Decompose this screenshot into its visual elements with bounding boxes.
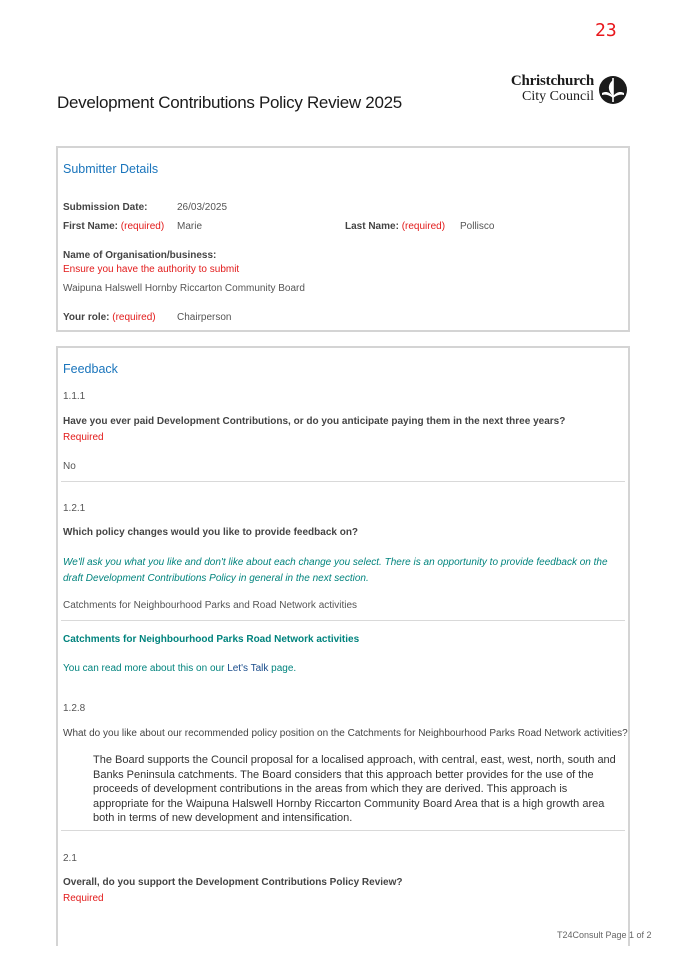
question-2-help-line-1: We'll ask you what you like and don't like about each change you select. There is an opportunity to provide feedback on the [63, 557, 608, 568]
role-label-group [63, 312, 156, 323]
submitter-details-heading: Submitter Details [63, 162, 159, 176]
question-3-text: What do you like about our recommended policy position on the Catchments for Neighbourhood Parks Road Network activities? [63, 728, 628, 739]
council-logo [503, 74, 628, 108]
page-footer: T24Consult Page 1 of 2 [557, 930, 652, 940]
logo-line-2: City Council [522, 89, 594, 104]
role-label: Your role: [63, 312, 110, 323]
submission-date-label: Submission Date: [63, 202, 148, 213]
last-name-label-group [345, 221, 445, 232]
question-2-help-line-2: draft Development Contributions Policy in general in the next section. [63, 572, 369, 584]
organisation-value: Waipuna Halswell Hornby Riccarton Community Board [63, 283, 305, 294]
read-more-text [63, 663, 296, 674]
question-1-answer: No [63, 461, 76, 472]
role-value: Chairperson [177, 312, 232, 323]
role-required: (required) [112, 312, 156, 323]
divider [61, 481, 625, 482]
first-name-value: Marie [177, 221, 203, 232]
logo-line-1: Christchurch [510, 73, 594, 89]
first-name-required: (required) [120, 221, 165, 232]
section-title: Catchments for Neighbourhood Parks Road Network activities [63, 634, 360, 645]
feedback-heading: Feedback [63, 362, 118, 376]
read-more-suffix: page. [268, 663, 297, 674]
organisation-note: Ensure you have the authority to submit [63, 264, 240, 275]
lets-talk-link[interactable]: Let's Talk [227, 663, 269, 674]
question-1-number: 1.1.1 [63, 391, 86, 402]
first-name-label-group [63, 221, 164, 232]
question-4-text: Overall, do you support the Development Contributions Policy Review? [63, 877, 403, 888]
submission-date-value: 26/03/2025 [177, 202, 228, 213]
read-more-prefix: You can read more about this on our [63, 663, 228, 674]
question-2-help [63, 555, 623, 586]
question-3-number: 1.2.8 [63, 703, 86, 714]
question-3-answer: The Board supports the Council proposal for a localised approach, with central, east, west, north, south and Banks Peninsula catchments. The Board considers that this approach better provides for the use of the proceeds of development contributions in the areas from which they are derived. This approach is appropriate for the Waipuna Halswell Hornby Riccarton Community Board Area that is a high growth area both in terms of new development and intensification. [93, 754, 616, 824]
submitter-details-panel [56, 146, 630, 332]
divider [61, 620, 625, 621]
first-name-label: First Name: [63, 221, 119, 232]
last-name-required: (required) [401, 221, 446, 232]
last-name-value: Pollisco [460, 221, 495, 232]
feedback-panel [56, 346, 630, 946]
question-1-text: Have you ever paid Development Contributions, or do you anticipate paying them in the next three years? [63, 416, 566, 427]
page-number: 23 [595, 20, 617, 41]
document-title: Development Contributions Policy Review 2025 [57, 93, 402, 112]
christchurch-city-council-logo-icon [598, 75, 628, 105]
question-1-required: Required [63, 432, 104, 443]
last-name-label: Last Name: [345, 221, 399, 232]
question-4-number: 2.1 [63, 853, 77, 864]
question-2-text: Which policy changes would you like to provide feedback on? [63, 527, 359, 538]
question-2-number: 1.2.1 [63, 503, 86, 514]
organisation-label: Name of Organisation/business: [63, 250, 217, 261]
question-4-required: Required [63, 893, 104, 904]
question-2-answer: Catchments for Neighbourhood Parks and Road Network activities [63, 600, 358, 611]
divider [61, 830, 625, 831]
logo-text [511, 74, 594, 104]
